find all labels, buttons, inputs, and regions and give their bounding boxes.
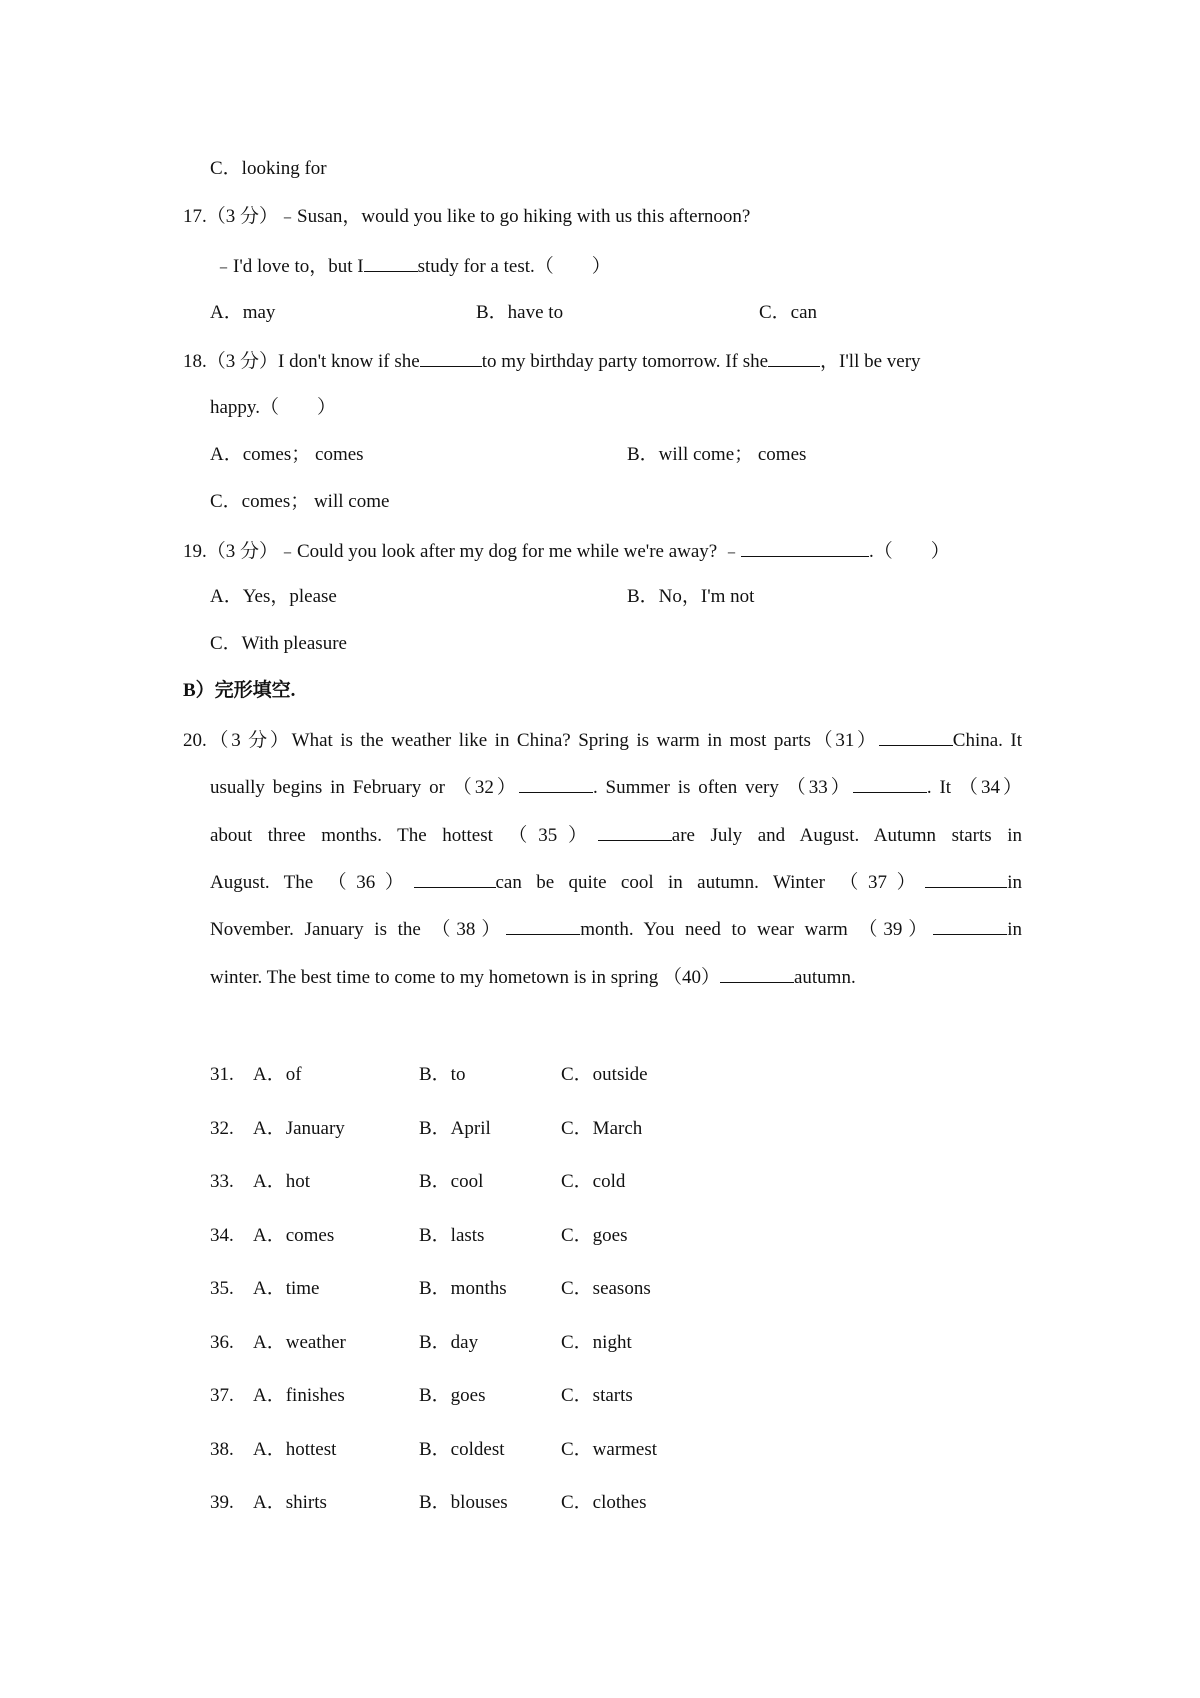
choice-option-b: B．lasts (419, 1224, 485, 1246)
choice-option-c: C．outside (561, 1064, 648, 1085)
q20-l6-post: autumn. (793, 967, 856, 988)
q20-l4-mid: can be quite cool in autumn. Winter （37） (495, 872, 926, 893)
q20-l5-post: in (1007, 919, 1022, 940)
q19-option-c: C．With pleasure (210, 633, 347, 654)
q20-l3-post: are July and August. Autumn starts in (671, 825, 1022, 846)
q19-stem-pre: 19.（3 分）﹣Could you look after my dog for me while we're away? ﹣ (183, 541, 741, 562)
blank-40 (720, 964, 794, 983)
blank-39 (933, 916, 1007, 935)
q20-l4-post: in (1007, 872, 1023, 893)
q20-l5-mid: month. You need to wear warm （39） (580, 919, 934, 940)
q20-line-3 (210, 822, 1022, 848)
q16-option-c: C．looking for (210, 158, 327, 179)
choice-number: 34. (210, 1224, 234, 1246)
q18-stem (183, 348, 1022, 374)
choice-option-a: A．time (253, 1278, 320, 1299)
q20-l2-post: . It （34） (926, 777, 1023, 798)
q20-l1-post: China. It (952, 730, 1022, 751)
blank-33 (853, 774, 927, 793)
choice-number: 32. (210, 1117, 234, 1139)
choice-option-b: B．cool (419, 1171, 484, 1192)
blank-32 (519, 774, 593, 793)
q19-stem (183, 538, 950, 564)
q17-blank (364, 253, 418, 272)
choice-option-a: A．hottest (253, 1438, 337, 1460)
q18-blank-2 (768, 348, 820, 367)
blank-38 (506, 916, 580, 935)
choice-number: 38. (210, 1438, 234, 1460)
choice-option-b: B．April (419, 1117, 491, 1139)
choice-option-b: B．blouses (419, 1492, 508, 1513)
choice-number: 36. (210, 1331, 234, 1353)
q18-option-b: B．will come； comes (627, 444, 807, 465)
q19-stem-post: .（ ） (869, 541, 950, 562)
q20-l2-pre: usually begins in February or （32） (210, 777, 519, 798)
q17-line2-post: study for a test.（ ） (417, 256, 611, 277)
q18-option-a: A．comes； comes (210, 444, 364, 465)
q18-stem-pre: 18.（3 分）I don't know if she (183, 351, 420, 372)
q17-option-c: C．can (759, 302, 818, 323)
q18-blank-1 (420, 348, 482, 367)
q20-line-2 (210, 774, 1022, 800)
q20-line-6 (210, 964, 856, 990)
choice-option-b: B．goes (419, 1385, 486, 1406)
q20-line-1 (183, 727, 1022, 753)
choice-number: 33. (210, 1171, 234, 1192)
choice-option-a: A．comes (253, 1224, 335, 1246)
choice-option-b: B．day (419, 1331, 479, 1353)
q20-l2-mid: . Summer is often very （33） (592, 777, 853, 798)
choice-number: 31. (210, 1064, 234, 1085)
choice-option-c: C．clothes (561, 1492, 647, 1513)
choice-option-b: B．coldest (419, 1438, 505, 1460)
q17-line2-pre: ﹣I'd love to，but I (214, 256, 364, 277)
q19-option-a: A．Yes，please (210, 586, 337, 607)
q17-option-b: B．have to (476, 302, 564, 323)
choice-option-b: B．to (419, 1064, 466, 1085)
blank-36 (414, 869, 496, 888)
q20-line-4 (210, 869, 1022, 895)
q18-line2: happy.（ ） (210, 397, 336, 418)
q20-l1-pre: 20.（3 分）What is the weather like in China? Spring is warm in most parts（31） (183, 730, 879, 751)
choice-option-c: C．seasons (561, 1278, 651, 1299)
q17-option-a: A．may (210, 302, 276, 323)
choice-number: 35. (210, 1278, 234, 1299)
q17-line2 (214, 253, 611, 279)
choice-option-a: A．of (253, 1064, 302, 1085)
q20-l4-pre: August. The （36） (210, 872, 414, 893)
choice-option-a: A．January (253, 1117, 345, 1139)
choice-option-c: C．cold (561, 1171, 626, 1192)
choice-number: 39. (210, 1492, 234, 1513)
q19-option-b: B．No，I'm not (627, 586, 755, 607)
choice-option-a: A．weather (253, 1331, 346, 1353)
q20-line-5 (210, 916, 1022, 942)
q18-stem-mid: to my birthday party tomorrow. If she (481, 351, 769, 372)
choice-option-c: C．goes (561, 1224, 628, 1246)
choice-option-c: C．March (561, 1117, 643, 1139)
q20-l6-pre: winter. The best time to come to my hometown is in spring （40） (210, 967, 720, 988)
q19-blank (741, 538, 869, 557)
q20-l3-pre: about three months. The hottest （35） (210, 825, 598, 846)
q17-stem: 17.（3 分）﹣Susan，would you like to go hiking with us this afternoon? (183, 206, 751, 227)
choice-option-c: C．starts (561, 1385, 633, 1406)
choice-option-c: C．night (561, 1331, 632, 1353)
choice-number: 37. (210, 1385, 234, 1406)
q18-option-c: C．comes； will come (210, 491, 390, 512)
choice-option-c: C．warmest (561, 1438, 658, 1460)
q18-stem-post: ，I'll be very (820, 351, 921, 372)
choice-option-a: A．finishes (253, 1385, 345, 1406)
section-b-heading: B）完形填空. (183, 680, 296, 701)
blank-37 (925, 869, 1007, 888)
choice-option-a: A．hot (253, 1171, 311, 1192)
q20-l5-pre: November. January is the （38） (210, 919, 507, 940)
blank-35 (598, 822, 672, 841)
choice-option-b: B．months (419, 1278, 507, 1299)
blank-31 (879, 727, 953, 746)
choice-option-a: A．shirts (253, 1492, 327, 1513)
